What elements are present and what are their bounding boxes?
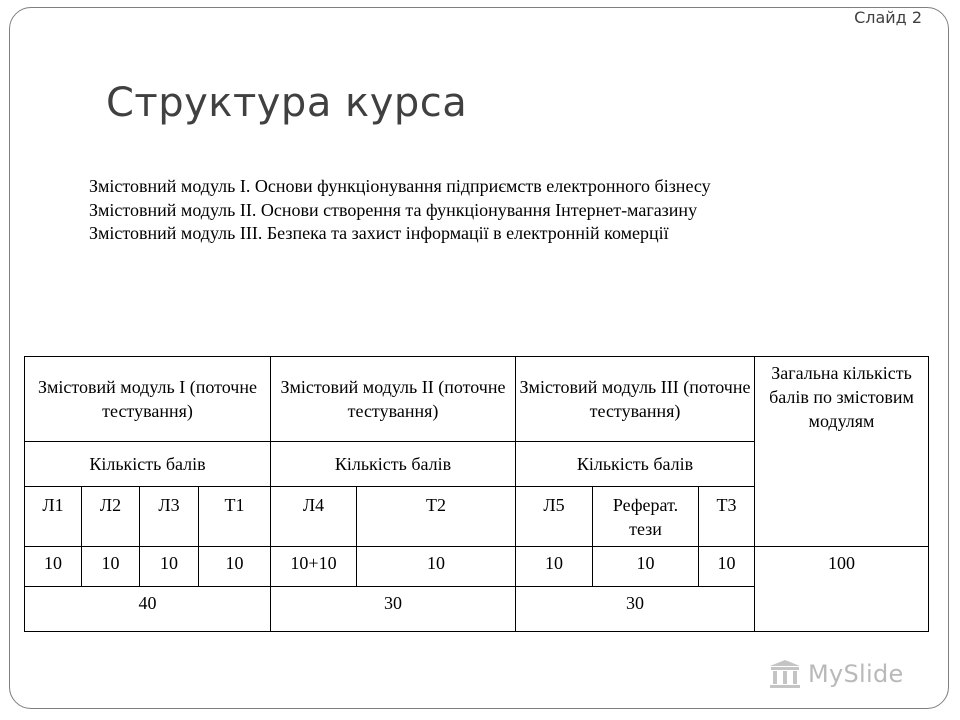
module-item-3: Змістовний модуль ІІІ. Безпека та захист інформації в електронній комерції (89, 223, 669, 243)
activity-cell: Реферат. тези (593, 487, 699, 547)
slide-title: Структура курса (106, 80, 468, 126)
score-cell: 10 (140, 547, 199, 587)
logo-text: MySlide (808, 660, 904, 688)
activity-cell: Л3 (140, 487, 199, 547)
activity-cell: Т2 (357, 487, 516, 547)
module-list (89, 175, 895, 246)
score-cell: 10 (357, 547, 516, 587)
activity-cell: Т3 (699, 487, 755, 547)
module-item-1: Змістовний модуль І. Основи функціонування підприємств електронного бізнесу (89, 176, 711, 196)
score-cell: 10 (82, 547, 140, 587)
points-table (24, 356, 929, 632)
total-header: Загальна кількість балів по змістовим модулям (755, 357, 929, 547)
score-cell: 10+10 (271, 547, 357, 587)
activity-cell: Л2 (82, 487, 140, 547)
slide-number: Слайд 2 (854, 8, 922, 27)
score-cell: 10 (593, 547, 699, 587)
points-label-3: Кількість балів (516, 442, 755, 487)
module-total-2: 30 (271, 587, 516, 632)
score-cell: 10 (516, 547, 593, 587)
module-header-2: Змістовий модуль ІІ (поточне тестування) (271, 357, 516, 442)
points-label-2: Кількість балів (271, 442, 516, 487)
score-cell: 10 (25, 547, 82, 587)
myslide-logo (768, 658, 904, 690)
total-score-cell: 100 (755, 547, 929, 632)
module-total-3: 30 (516, 587, 755, 632)
activity-cell: Л5 (516, 487, 593, 547)
activity-cell: Л4 (271, 487, 357, 547)
module-header-1: Змістовий модуль І (поточне тестування) (25, 357, 271, 442)
module-item-2: Змістовний модуль ІІ. Основи створення та функціонування Інтернет-магазину (89, 199, 698, 220)
myslide-logo-icon (768, 658, 802, 690)
score-cell: 10 (199, 547, 271, 587)
module-header-3: Змістовий модуль ІІІ (поточне тестування) (516, 357, 755, 442)
module-total-1: 40 (25, 587, 271, 632)
activity-cell: Л1 (25, 487, 82, 547)
points-label-1: Кількість балів (25, 442, 271, 487)
activity-cell: Т1 (199, 487, 271, 547)
score-cell: 10 (699, 547, 755, 587)
